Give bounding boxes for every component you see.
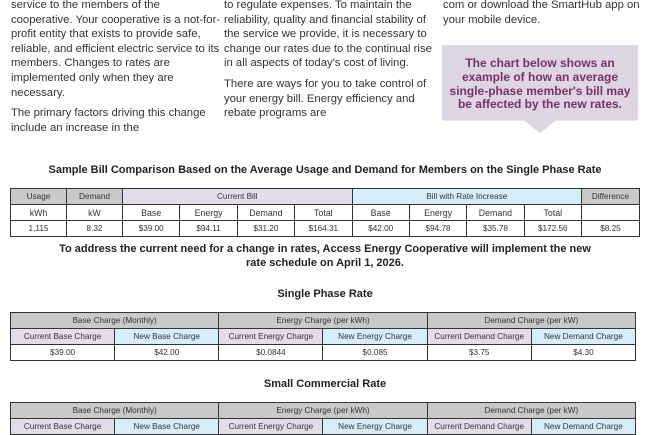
table-header-row: [11, 313, 636, 329]
cell: $0.0844: [219, 345, 323, 361]
cell: $35.78: [467, 221, 524, 237]
intro-column-2: [224, 0, 439, 127]
intro-column-3: [443, 0, 643, 33]
cell: 1,115: [11, 221, 67, 237]
paragraph: com or download the SmartHub app on your mobile device.: [443, 0, 640, 26]
cell: $39.00: [123, 221, 180, 237]
subheader: New Energy Charge: [323, 419, 427, 435]
subheader: Energy: [409, 205, 466, 221]
sample-bill-table: [10, 188, 640, 237]
header-energy-charge: Energy Charge (per kWh): [219, 313, 427, 329]
callout-text: The chart below shows an example of how an average single-phase member's bill may be affected by the new rates.: [449, 56, 631, 112]
paragraph: The primary factors driving this change include an increase in the: [11, 107, 206, 134]
cell: $42.00: [115, 345, 219, 361]
small-commercial-title: Small Commercial Rate: [263, 378, 387, 390]
subheader: Current Demand Charge: [427, 329, 531, 345]
subheader: New Base Charge: [115, 329, 219, 345]
paragraph: service to the members of the cooperative. Your cooperative is a not-for-profit entity that exists to provide safe, reliable, and efficient electric service to its members. Changes to rates are implemented only when they are necessary.: [11, 0, 221, 99]
cell: $3.75: [427, 345, 531, 361]
subheader: Current Energy Charge: [219, 329, 323, 345]
subheader: [582, 205, 640, 221]
sample-bill-title: Sample Bill Comparison Based on the Average Usage and Demand for Members on the Single Phase Rate: [48, 164, 602, 176]
header-difference: Difference: [582, 189, 640, 205]
table-subheader-row: [11, 205, 640, 221]
subheader: Demand: [237, 205, 294, 221]
subheader: New Demand Charge: [531, 419, 635, 435]
cell: $0.085: [323, 345, 427, 361]
subheader: Current Demand Charge: [427, 419, 531, 435]
single-phase-title: Single Phase Rate: [277, 288, 373, 300]
cell: $42.00: [352, 221, 409, 237]
header-energy-charge: Energy Charge (per kWh): [219, 403, 427, 419]
subheader: Current Base Charge: [11, 419, 115, 435]
subheader: Energy: [180, 205, 237, 221]
subheader: New Demand Charge: [531, 329, 635, 345]
header-demand-charge: Demand Charge (per kW): [427, 313, 635, 329]
single-phase-rate-table: [10, 312, 636, 361]
cell: $4.30: [531, 345, 635, 361]
rate-change-notice: To address the current need for a change in rates, Access Energy Cooperative will implement the new rate schedule on April 1, 2026.: [59, 243, 591, 269]
header-usage: Usage: [11, 189, 67, 205]
small-commercial-rate-table: [10, 402, 636, 435]
subheader: Base: [352, 205, 409, 221]
paragraph: to regulate expenses. To maintain the reliability, quality and financial stability of the service we provide, it is necessary to change our rates due to the continual rise in all aspects of today's cost of living.: [224, 0, 432, 70]
cell: $31.20: [237, 221, 294, 237]
subheader: New Base Charge: [115, 419, 219, 435]
table-subheader-row: [11, 419, 636, 435]
subheader: New Energy Charge: [323, 329, 427, 345]
header-demand-charge: Demand Charge (per kW): [427, 403, 635, 419]
table-subheader-row: [11, 329, 636, 345]
header-demand: Demand: [67, 189, 123, 205]
cell: $8.25: [582, 221, 640, 237]
header-bill-with-increase: Bill with Rate Increase: [352, 189, 582, 205]
cell: $94.78: [409, 221, 466, 237]
subheader: Current Energy Charge: [219, 419, 323, 435]
cell: $94.11: [180, 221, 237, 237]
table-header-row: [11, 403, 636, 419]
cell: 8.32: [67, 221, 123, 237]
table-row: [11, 221, 640, 237]
cell: $39.00: [11, 345, 115, 361]
subheader: Base: [123, 205, 180, 221]
subheader: kW: [67, 205, 123, 221]
subheader: Total: [295, 205, 352, 221]
cell: $172.56: [524, 221, 581, 237]
paragraph: There are ways for you to take control of your energy bill. Energy efficiency and rebate programs are: [224, 77, 427, 120]
cell: $164.31: [295, 221, 352, 237]
intro-column-1: [11, 0, 221, 141]
subheader: Total: [524, 205, 581, 221]
header-base-charge: Base Charge (Monthly): [11, 403, 219, 419]
subheader: Current Base Charge: [11, 329, 115, 345]
header-base-charge: Base Charge (Monthly): [11, 313, 219, 329]
subheader: Demand: [467, 205, 524, 221]
header-current-bill: Current Bill: [123, 189, 353, 205]
table-row: [11, 345, 636, 361]
subheader: kWh: [11, 205, 67, 221]
table-header-row: [11, 189, 640, 205]
